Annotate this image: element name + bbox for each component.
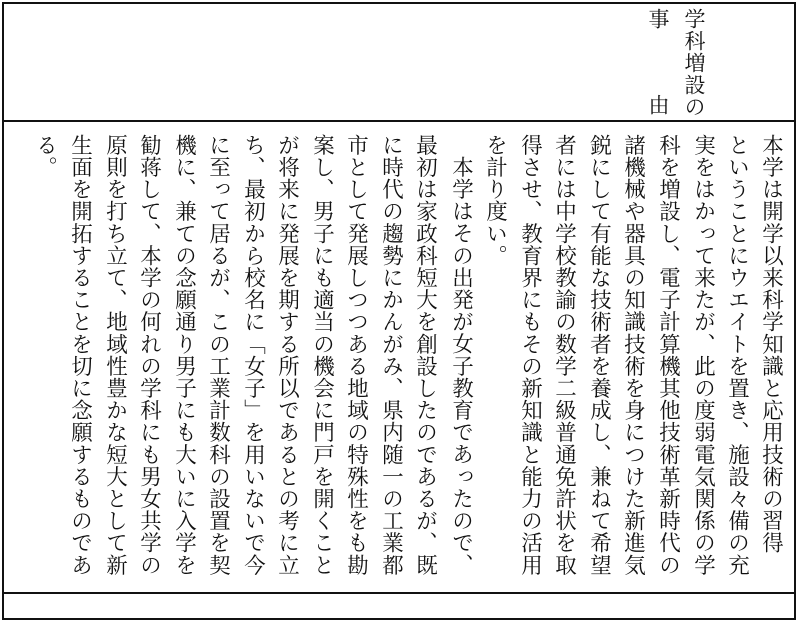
body-line: 機に、兼ての念願通り男子にも大いに入学を (171, 134, 197, 576)
body-line: 生面を開拓することを切に念願するものであ (67, 134, 93, 576)
body-line: 者には中学校教諭の数学二級普通免許状を取 (551, 134, 577, 576)
body-line: に時代の趨勢にかんがみ、県内随一の工業都 (378, 134, 404, 576)
body-line: 得させ、教育界にもその新知識と能力の活用 (517, 134, 543, 576)
body-line: 鋭にして有能な技術者を養成し、兼ねて希望 (586, 134, 612, 576)
heading-label: 事 由 (646, 8, 670, 116)
body-line: 原則を打ち立て、地域性豊かな短大として新 (102, 134, 128, 576)
body-line: 市として発展しつつある地域の特殊性をも勘 (343, 134, 369, 576)
body-line: が将来に発展を期する所以であるとの考に立 (274, 134, 300, 576)
body-line: に至って居るが、この工業計数科の設置を契 (205, 134, 231, 576)
body-line: 本学はその出発が女子教育であったので、 (448, 156, 474, 576)
section-heading (640, 8, 706, 120)
heading-title: 学科増設の (682, 8, 706, 118)
body-line: 科を増設し、電子計算機其他技術革新時代の (655, 134, 681, 576)
body-line: 本学は開学以来科学知識と応用技術の習得 (758, 134, 784, 554)
body-line: ち、最初から校名に「女子」を用いないで今 (240, 134, 266, 576)
body-line: る。 (32, 134, 58, 179)
heading-divider (2, 120, 796, 122)
body-line: 勧蒋して、本学の何れの学科にも男女共学の (136, 134, 162, 576)
body-line: 最初は家政科短大を創設したのであるが、既 (412, 134, 438, 576)
body-line: 案し、男子にも適当の機会に門戸を開くこと (309, 134, 335, 576)
body-line: 諸機械や器具の知識技術を身につけた新進気 (620, 134, 646, 576)
body-line: ということにウエイトを置き、施設々備の充 (724, 134, 750, 576)
body-text (14, 128, 794, 598)
body-line: を計り度い。 (482, 134, 508, 267)
body-line: 実をはかって来たが、此の度弱電気関係の学 (690, 134, 716, 576)
